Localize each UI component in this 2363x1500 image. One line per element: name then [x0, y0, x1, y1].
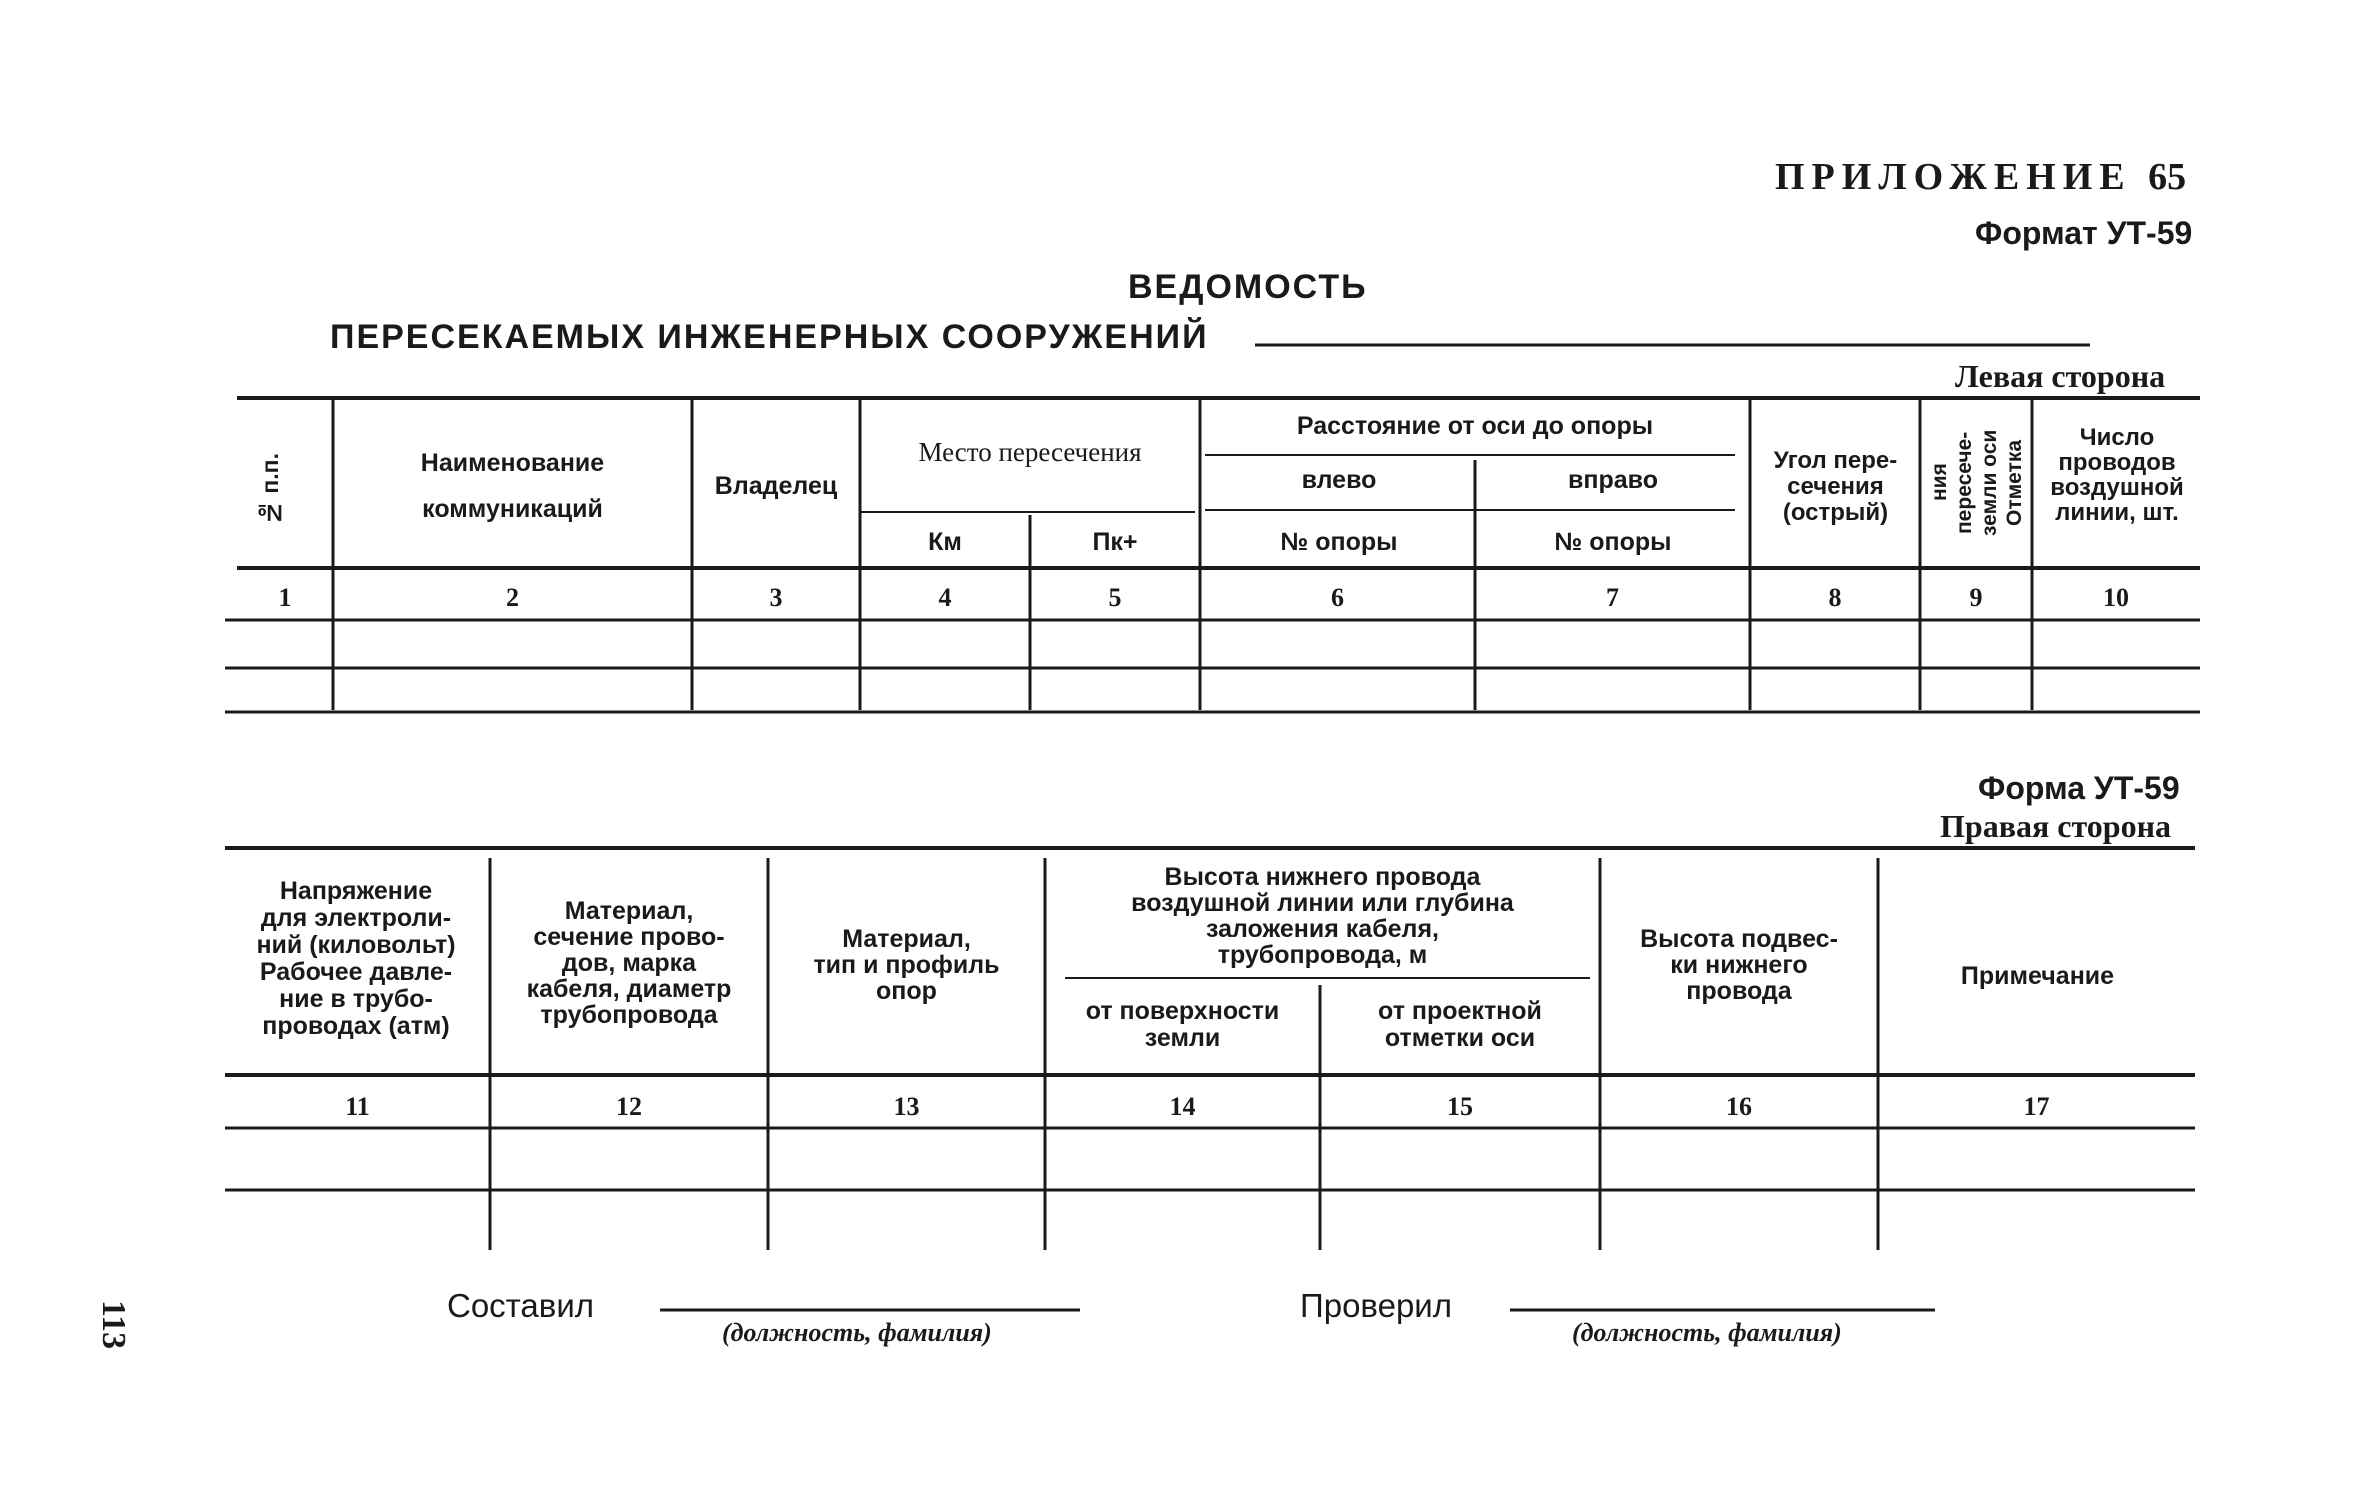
column-number: 12: [616, 1092, 642, 1121]
header-wires: [2034, 425, 2200, 525]
column-number: 15: [1447, 1092, 1473, 1121]
header-supports-line2: тип и профиль: [813, 951, 1000, 979]
document-title: ВЕДОМОСТЬ: [1128, 268, 1368, 306]
document-subtitle: ПЕРЕСЕКАЕМЫХ ИНЖЕНЕРНЫХ СООРУЖЕНИЙ: [330, 318, 1209, 356]
column-number: 7: [1606, 583, 1619, 612]
header-material: [492, 898, 766, 1028]
header-supports: [770, 926, 1043, 1004]
header-name-line2: коммуникаций: [422, 495, 603, 523]
page-number: 113: [95, 1300, 132, 1350]
header-material-line2: сечение прово-: [533, 923, 725, 951]
header-height-line2: воздушной линии или глубина: [1131, 889, 1514, 917]
header-right: вправо: [1568, 466, 1658, 494]
header-km: Км: [928, 528, 962, 556]
header-note: Примечание: [1960, 962, 2115, 990]
column-number: 9: [1969, 583, 1983, 612]
checked-hint: (должность, фамилия): [1572, 1318, 1842, 1347]
appendix-word: ПРИЛОЖЕНИЕ: [1775, 156, 2132, 198]
header-angle: [1753, 448, 1918, 526]
header-voltage-line2: для электроли-: [260, 904, 452, 932]
header-angle-line3: (острый): [1782, 499, 1889, 526]
compiled-label: Составил: [447, 1287, 595, 1324]
column-number: 8: [1828, 583, 1842, 612]
column-number: 2: [506, 583, 519, 612]
header-voltage-line1: Напряжение: [279, 877, 433, 905]
column-number: 14: [1169, 1092, 1196, 1121]
column-number: 11: [345, 1092, 370, 1121]
header-material-line5: трубопровода: [540, 1001, 718, 1029]
header-wires-line1: Число: [2079, 424, 2155, 451]
header-supports-line1: Материал,: [842, 925, 971, 953]
header-mark-line1: Отметка: [2003, 439, 2026, 526]
header-mark: [1924, 405, 2030, 560]
header-voltage-line6: проводах (атм): [262, 1012, 450, 1040]
header-suspension-line2: ки нижнего: [1670, 951, 1808, 979]
header-from-ground-line1: от поверхности: [1085, 997, 1280, 1025]
column-number: 1: [278, 583, 292, 612]
column-number: 17: [2023, 1092, 2050, 1121]
header-angle-line2: сечения: [1787, 473, 1884, 500]
header-mark-line2: земли оси: [1978, 429, 2001, 536]
checked-label: Проверил: [1300, 1287, 1452, 1324]
header-suspension: [1602, 926, 1876, 1004]
header-name: [345, 440, 680, 532]
header-height-line4: трубопровода, м: [1217, 941, 1428, 969]
header-suspension-line1: Высота подвес-: [1640, 925, 1838, 953]
header-row-number: № п.п.: [257, 453, 283, 527]
header-height-line1: Высота нижнего провода: [1164, 863, 1481, 891]
header-pk: Пк+: [1092, 528, 1138, 556]
header-from-ground-line2: земли: [1144, 1024, 1221, 1052]
form-label: Форма УТ-59: [1978, 770, 2180, 806]
header-voltage: [225, 878, 487, 1040]
header-supports-line3: опор: [876, 977, 937, 1005]
header-angle-line1: Угол пере-: [1773, 447, 1898, 474]
header-place: Место пересечения: [918, 437, 1142, 467]
header-material-line1: Материал,: [564, 897, 694, 925]
header-material-line4: кабеля, диаметр: [526, 975, 732, 1003]
header-mark-line4: ния: [1928, 463, 1951, 502]
column-number: 10: [2103, 583, 2129, 612]
right-side-label: Правая сторона: [1940, 808, 2172, 844]
header-owner: Владелец: [714, 472, 838, 500]
header-voltage-line4: Рабочее давле-: [259, 958, 453, 986]
header-support-right: № опоры: [1554, 528, 1672, 556]
header-wires-line2: проводов: [2058, 449, 2176, 476]
column-number: 3: [769, 583, 783, 612]
column-number: 16: [1726, 1092, 1752, 1121]
compiled-hint: (должность, фамилия): [722, 1318, 992, 1347]
header-suspension-line3: провода: [1686, 977, 1792, 1005]
header-voltage-line5: ние в трубо-: [279, 985, 433, 1013]
column-number: 5: [1108, 583, 1122, 612]
column-number: 6: [1331, 583, 1344, 612]
header-height-line3: заложения кабеля,: [1206, 915, 1439, 943]
header-mark-line3: пересече-: [1953, 431, 1976, 534]
header-from-design-line1: от проектной: [1378, 997, 1542, 1025]
header-from-design-line2: отметки оси: [1384, 1024, 1536, 1052]
column-number: 13: [893, 1092, 920, 1121]
header-height: [1047, 864, 1598, 968]
header-support-left: № опоры: [1280, 528, 1398, 556]
column-number: 4: [938, 583, 952, 612]
appendix-number: 65: [2148, 156, 2187, 198]
header-material-line3: дов, марка: [561, 949, 697, 977]
header-distance: Расстояние от оси до опоры: [1296, 412, 1654, 440]
header-from-ground: [1047, 998, 1318, 1052]
header-name-line1: Наименование: [420, 449, 605, 477]
header-voltage-line3: ний (киловольт): [256, 931, 456, 959]
left-side-label: Левая сторона: [1955, 358, 2166, 394]
format-label: Формат УТ-59: [1975, 215, 2193, 251]
header-wires-line3: воздушной: [2050, 474, 2184, 501]
header-from-design: [1322, 998, 1598, 1052]
header-wires-line4: линии, шт.: [2055, 499, 2179, 526]
header-left: влево: [1301, 466, 1377, 494]
